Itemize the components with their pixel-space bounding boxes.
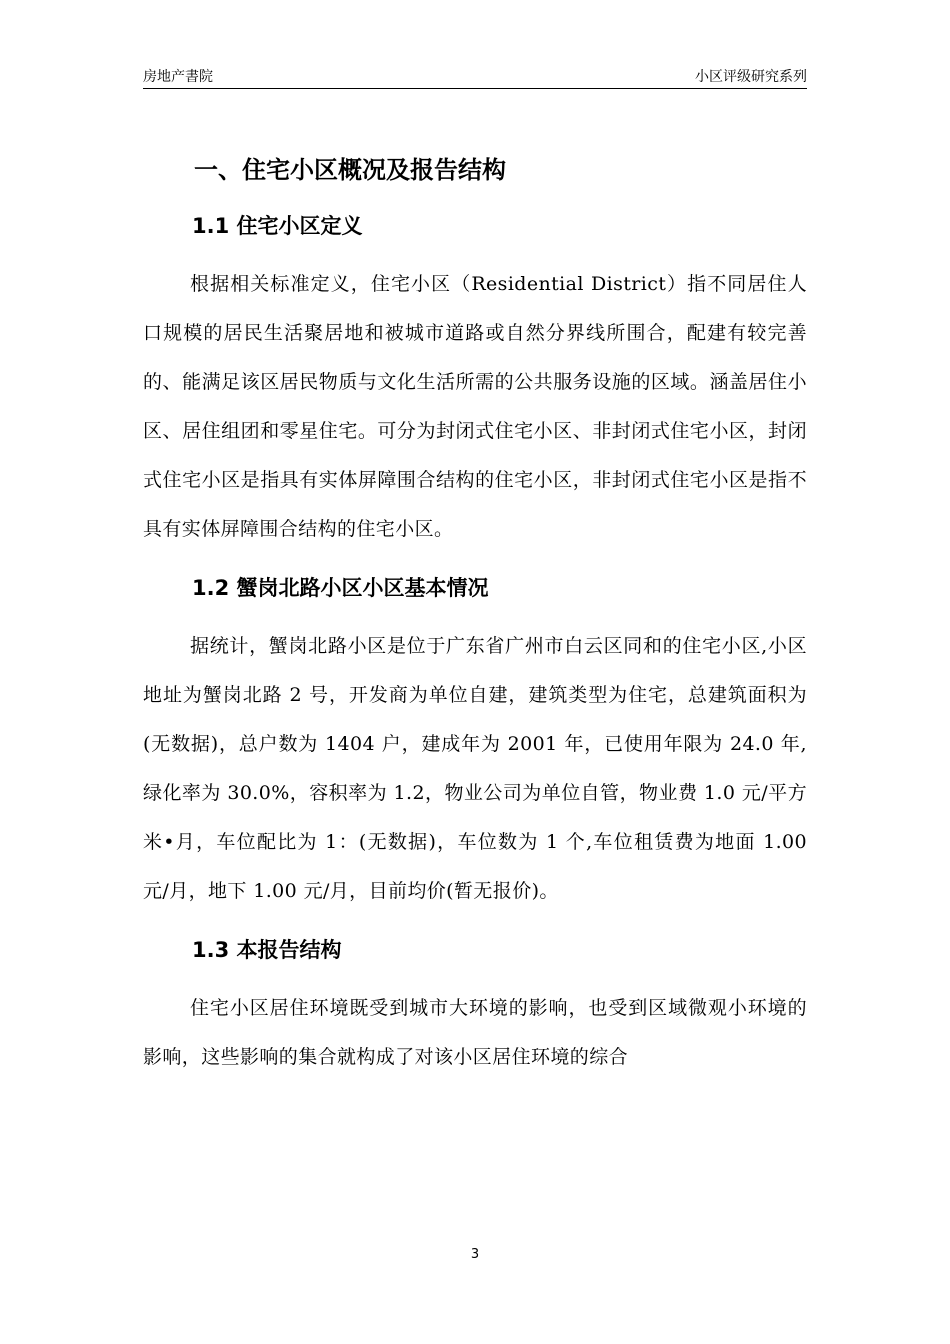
section-definition bbox=[143, 208, 807, 554]
page-number: 3 bbox=[470, 1247, 480, 1262]
document-body bbox=[143, 140, 807, 1082]
chapter-heading: 一、住宅小区概况及报告结构 bbox=[194, 156, 506, 184]
section-title: 1.2 蟹岗北路小区小区基本情况 bbox=[192, 576, 489, 600]
section-title: 1.3 本报告结构 bbox=[192, 938, 342, 962]
section-paragraph: 据统计，蟹岗北路小区是位于广东省广州市白云区同和的住宅小区,小区地址为蟹岗北路 2 号，开发商为单位自建，建筑类型为住宅，总建筑面积为(无数据)，总户数为 1404 户，建成年为 2001 年，已使用年限为 24.0 年,绿化率为 30.0%，容积率为 1.2，物业公司为单位自管，物业费 1.0 元/平方米•月，车位配比为 1：(无数据)，车位数为 1 个,车位租赁费为地面 1.00 元/月，地下 1.00 元/月，目前均价(暂无报价)。 bbox=[143, 635, 807, 902]
section-title: 1.1 住宅小区定义 bbox=[192, 214, 363, 238]
header-series: 小区评级研究系列 bbox=[695, 69, 807, 85]
header-publisher: 房地产書院 bbox=[143, 69, 213, 85]
section-paragraph: 住宅小区居住环境既受到城市大环境的影响，也受到区域微观小环境的影响，这些影响的集合就构成了对该小区居住环境的综合 bbox=[143, 997, 807, 1068]
section-report-structure bbox=[143, 932, 807, 1082]
section-basic-info bbox=[143, 570, 807, 916]
section-paragraph: 根据相关标准定义，住宅小区（Residential District）指不同居住人口规模的居民生活聚居地和被城市道路或自然分界线所围合，配建有较完善的、能满足该区居民物质与文化生活所需的公共服务设施的区域。涵盖居住小区、居住组团和零星住宅。可分为封闭式住宅小区、非封闭式住宅小区，封闭式住宅小区是指具有实体屏障围合结构的住宅小区，非封闭式住宅小区是指不具有实体屏障围合结构的住宅小区。 bbox=[143, 273, 807, 540]
page-header bbox=[143, 60, 807, 89]
